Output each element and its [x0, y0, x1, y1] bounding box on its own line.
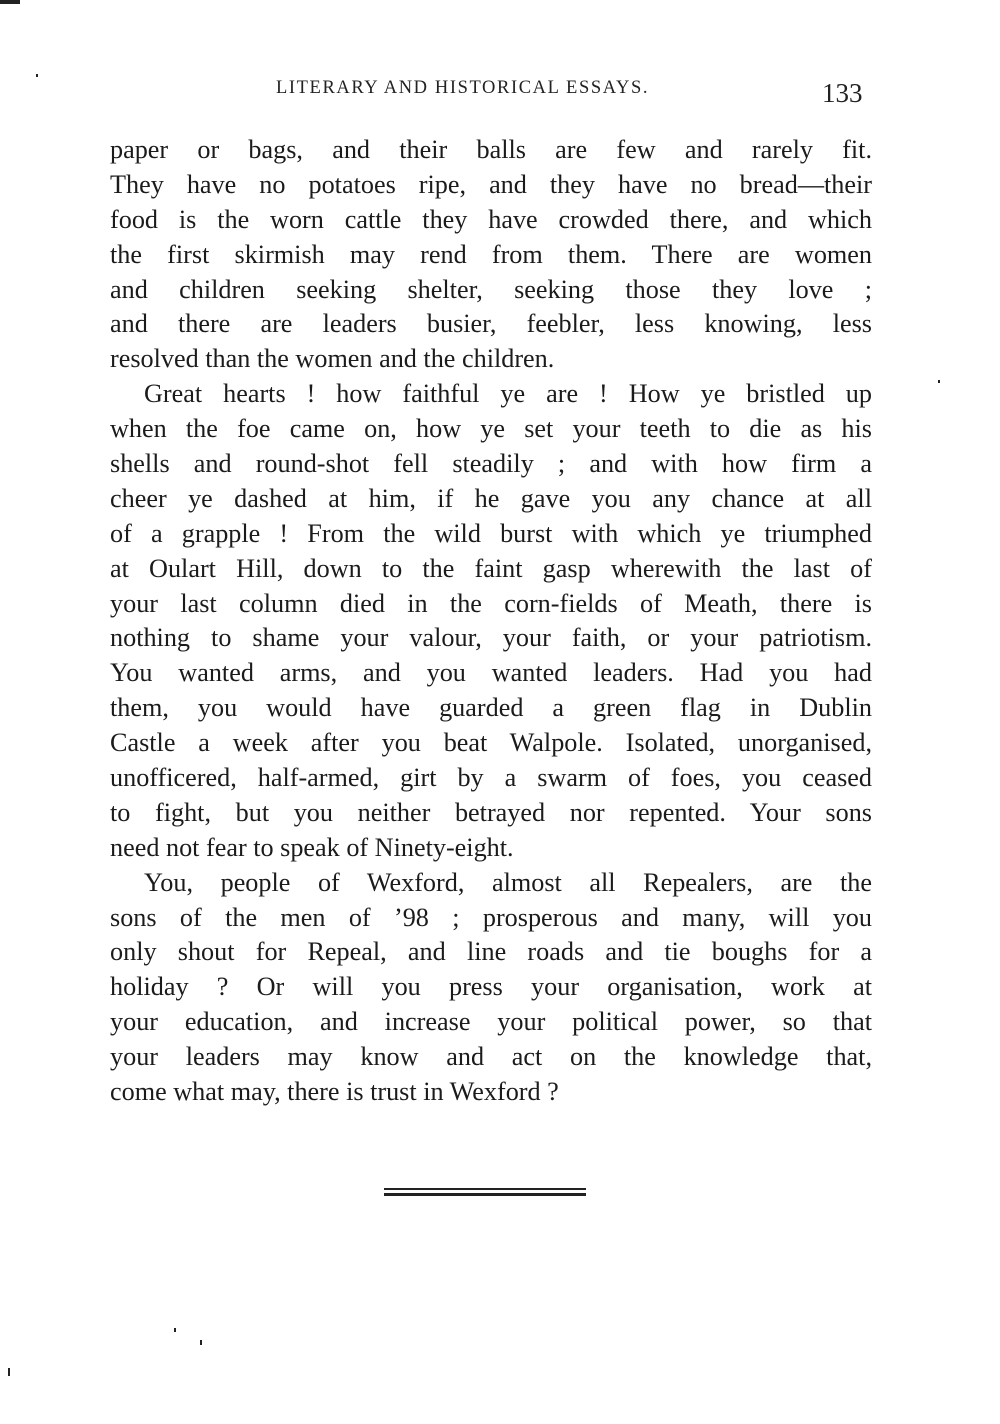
text-line: paper or bags, and their balls are few and rarely fit.: [110, 135, 872, 164]
text-line: to fight, but you neither betrayed nor repented. Your sons: [110, 797, 872, 827]
scan-speck: [200, 1340, 202, 1345]
text-line: You wanted arms, and you wanted leaders. Had you had: [110, 658, 872, 688]
text-line: They have no potatoes ripe, and they have no bread—their: [110, 169, 872, 199]
text-line: shells and round-shot fell steadily ; and with how firm a: [110, 449, 872, 479]
scan-speck: [8, 1368, 10, 1376]
text-line: You, people of Wexford, almost all Repealers, are the: [144, 867, 872, 897]
page-number: 133: [822, 78, 863, 108]
text-line: of a grapple ! From the wild burst with which ye triumphed: [110, 518, 872, 548]
text-line: your last column died in the corn-fields of Meath, there is: [110, 588, 872, 618]
body-text: [110, 133, 872, 1110]
text-line: nothing to shame your valour, your faith, or your patriotism.: [110, 623, 872, 653]
paragraph-2: [110, 377, 872, 865]
section-end-rule: [384, 1188, 586, 1198]
text-line: holiday ? Or will you press your organisation, work at: [110, 972, 872, 1002]
scan-speck: [36, 74, 38, 77]
text-line: when the foe came on, how ye set your teeth to die as his: [110, 414, 872, 444]
scan-speck: [174, 1328, 176, 1332]
text-line: Great hearts ! how faithful ye are ! How ye bristled up: [144, 379, 872, 409]
text-line: unofficered, half-armed, girt by a swarm of foes, you ceased: [110, 763, 872, 793]
text-line: and children seeking shelter, seeking those they love ;: [110, 274, 872, 304]
text-line: your leaders may know and act on the knowledge that,: [110, 1042, 872, 1072]
text-line: only shout for Repeal, and line roads and tie boughs for a: [110, 937, 872, 967]
text-line: need not fear to speak of Ninety-eight.: [110, 832, 514, 862]
text-line: at Oulart Hill, down to the faint gasp wherewith the last of: [110, 553, 872, 583]
paragraph-1: [110, 133, 872, 377]
paragraph-3: [110, 866, 872, 1110]
text-line: Castle a week after you beat Walpole. Isolated, unorganised,: [110, 728, 872, 758]
text-line: and there are leaders busier, feebler, less knowing, less: [110, 309, 872, 339]
text-line: sons of the men of ’98 ; prosperous and many, will you: [110, 902, 872, 932]
scan-speck: [0, 0, 20, 4]
text-line: food is the worn cattle they have crowded there, and which: [110, 204, 872, 234]
text-line: them, you would have guarded a green flag in Dublin: [110, 693, 872, 723]
text-line: your education, and increase your political power, so that: [110, 1007, 872, 1037]
text-line: the first skirmish may rend from them. There are women: [110, 239, 872, 269]
text-line: cheer ye dashed at him, if he gave you any chance at all: [110, 483, 872, 513]
scan-speck: [938, 380, 940, 383]
running-head: LITERARY AND HISTORICAL ESSAYS.: [276, 78, 650, 98]
text-line: resolved than the women and the children.: [110, 344, 555, 374]
text-line: come what may, there is trust in Wexford ?: [110, 1077, 559, 1107]
